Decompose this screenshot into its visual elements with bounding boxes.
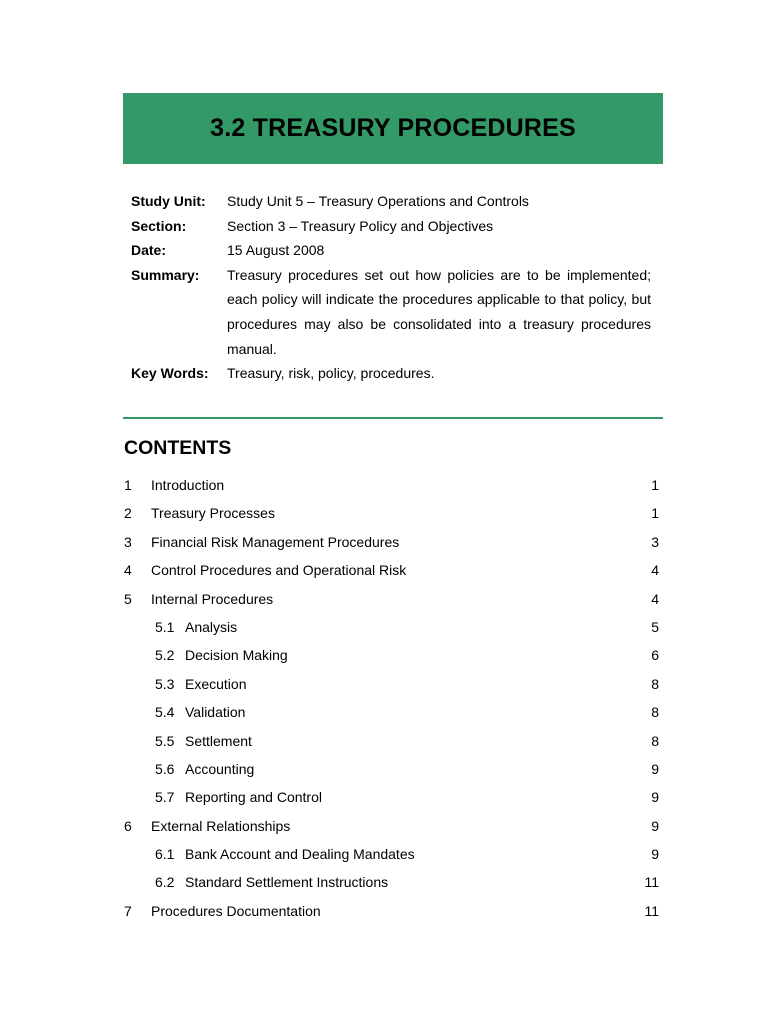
toc-entry[interactable] [124,868,659,896]
toc-entry[interactable] [124,727,659,755]
toc-entry-title: Decision Making [185,647,288,664]
toc-entry-page: 9 [651,760,659,777]
section-label: Section: [131,217,187,234]
contents-heading: CONTENTS [124,437,232,459]
summary-value: Treasury procedures set out how policies are to be implemented; each policy will indicate the procedures applicable to that policy, but procedures may also be consolidated into a treasury procedures manual. [227,266,651,357]
toc-entry[interactable] [124,755,659,783]
toc-entry-title: Internal Procedures [151,590,274,607]
summary-label: Summary: [131,266,200,283]
toc-entry-page: 8 [651,675,659,692]
toc-entry-page: 9 [651,789,659,806]
study-unit-label: Study Unit: [131,193,206,209]
study-unit-value: Study Unit 5 – Treasury Operations and Controls [227,193,529,209]
study-unit-row [131,189,651,214]
table-of-contents [124,471,659,925]
toc-entry-number: 3 [124,533,132,550]
toc-entry[interactable] [124,556,659,584]
date-row [131,238,651,263]
toc-entry[interactable] [124,670,659,698]
toc-entry[interactable] [124,698,659,726]
keywords-row [131,361,651,386]
toc-entry-title: Standard Settlement Instructions [185,874,389,891]
section-value: Section 3 – Treasury Policy and Objectives [227,217,494,234]
toc-entry-page: 4 [651,562,659,579]
toc-entry-title: Accounting [185,760,255,777]
toc-entry-number: 5.4 [155,704,175,721]
title-banner [123,93,663,164]
toc-entry-page: 8 [651,704,659,721]
toc-entry-page: 5 [651,618,659,635]
toc-entry[interactable] [124,783,659,811]
toc-entry-number: 5 [124,590,132,607]
toc-entry-number: 2 [124,505,132,522]
toc-entry-title: Analysis [185,618,238,635]
toc-entry-page: 9 [651,846,659,863]
toc-entry-number: 6.1 [155,846,175,863]
toc-entry-number: 1 [124,477,132,493]
toc-entry-number: 5.6 [155,760,175,777]
toc-entry-title: External Relationships [151,817,291,834]
toc-entry-page: 6 [651,647,659,664]
date-label: Date: [131,242,167,259]
summary-row [131,263,651,361]
toc-entry[interactable] [124,641,659,669]
toc-entry-number: 4 [124,562,132,579]
keywords-label: Key Words: [131,365,209,382]
toc-entry-title: Reporting and Control [185,789,322,806]
toc-entry-title: Financial Risk Management Procedures [151,533,400,550]
toc-entry[interactable] [124,812,659,840]
toc-entry-page: 3 [651,533,659,550]
toc-entry-number: 5.3 [155,675,175,692]
keywords-value: Treasury, risk, policy, procedures. [227,365,435,382]
toc-entry-title: Bank Account and Dealing Mandates [185,846,415,863]
toc-entry-title: Execution [185,675,247,692]
toc-entry-title: Control Procedures and Operational Risk [151,562,407,579]
toc-entry[interactable] [124,528,659,556]
toc-entry-page: 1 [651,505,659,522]
toc-entry-page: 11 [644,902,659,919]
toc-entry-page: 11 [644,874,659,891]
toc-entry-title: Treasury Processes [151,505,275,522]
toc-entry-page: 1 [651,477,659,493]
toc-entry-title: Introduction [151,477,225,493]
toc-entry-page: 4 [651,590,659,607]
toc-entry-page: 8 [651,732,659,749]
toc-entry[interactable] [124,897,659,925]
toc-entry[interactable] [124,499,659,527]
toc-entry[interactable] [124,585,659,613]
document-metadata [131,189,651,386]
toc-entry-number: 6.2 [155,874,175,891]
toc-entry[interactable] [124,613,659,641]
toc-entry-title: Validation [185,704,246,721]
toc-entry-number: 6 [124,817,132,834]
date-value: 15 August 2008 [227,242,325,259]
toc-entry-page: 9 [651,817,659,834]
toc-entry[interactable] [124,471,659,499]
toc-entry[interactable] [124,840,659,868]
section-divider [123,417,663,419]
toc-entry-number: 5.1 [155,618,175,635]
toc-entry-number: 7 [124,902,132,919]
toc-entry-number: 5.2 [155,647,175,664]
toc-entry-number: 5.7 [155,789,175,806]
toc-entry-number: 5.5 [155,732,175,749]
toc-entry-title: Procedures Documentation [151,902,321,919]
page-title: 3.2 TREASURY PROCEDURES [210,114,576,142]
section-row [131,214,651,239]
toc-entry-title: Settlement [185,732,252,749]
